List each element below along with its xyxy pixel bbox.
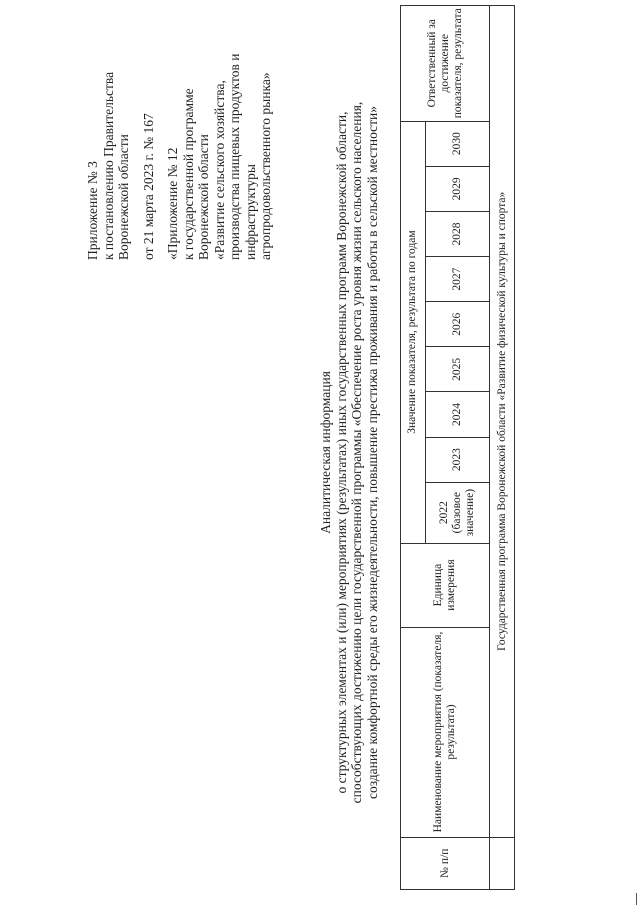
appendix-line: производства пищевых продуктов и <box>227 53 242 260</box>
appendix-line: Воронежской области <box>196 134 211 260</box>
year-2023-cell: 2023 <box>425 437 490 482</box>
header-name: Наименование мероприятия (показателя, результата) <box>401 627 490 837</box>
appendix-line: инфраструктуры <box>242 164 258 260</box>
appendix-line: агропродовольственного рынка» <box>258 72 273 260</box>
year-2030-cell: 2030 <box>425 121 490 166</box>
program-row-number <box>490 837 515 889</box>
header-unit: Единица измерения <box>401 543 490 627</box>
appendix-block <box>85 10 274 260</box>
appendix-line: Приложение № 3 <box>85 161 100 260</box>
program-row: Государственная программа Воронежской области «Развитие физической культуры и спорта» <box>490 6 515 838</box>
year-2024-cell: 2024 <box>425 392 490 437</box>
document-heading <box>318 0 380 905</box>
year-2028-cell: 2028 <box>425 211 490 256</box>
heading-line: создание комфортной среды его жизнедеятельности, повышение престижа проживания и работы в сельской местности» <box>364 105 380 800</box>
appendix-line: «Развитие сельского хозяйства, <box>211 80 227 260</box>
year-2029-cell: 2029 <box>425 166 490 211</box>
footnote-rule <box>636 893 637 905</box>
indicators-table <box>400 5 515 890</box>
appendix-line: к государственной программе <box>180 88 196 260</box>
appendix-date-line: от 21 марта 2023 г. № 167 <box>140 113 156 260</box>
heading-title: Аналитическая информация <box>318 371 333 534</box>
header-responsible: Ответственный за достижение показателя, результата <box>401 6 490 122</box>
header-no: № п/п <box>401 837 490 889</box>
heading-line: о структурных элементах и (или) мероприятиях (результатах) иных государственных программ Воронежской области, <box>333 111 349 794</box>
appendix-line: Воронежской области <box>116 134 131 260</box>
header-values: Значение показателя, результата по годам <box>401 121 426 543</box>
year-2027-cell: 2027 <box>425 257 490 302</box>
appendix-line: к постановлению Правительства <box>100 71 116 260</box>
year-2022-cell: 2022 (базовое значение) <box>425 482 490 543</box>
year-2025-cell: 2025 <box>425 347 490 392</box>
appendix-line: «Приложение № 12 <box>165 147 180 260</box>
heading-line: способствующих достижению цели государственной программы «Обеспечение роста уровня жизни сельского населения, <box>349 101 364 804</box>
year-2026-cell: 2026 <box>425 302 490 347</box>
